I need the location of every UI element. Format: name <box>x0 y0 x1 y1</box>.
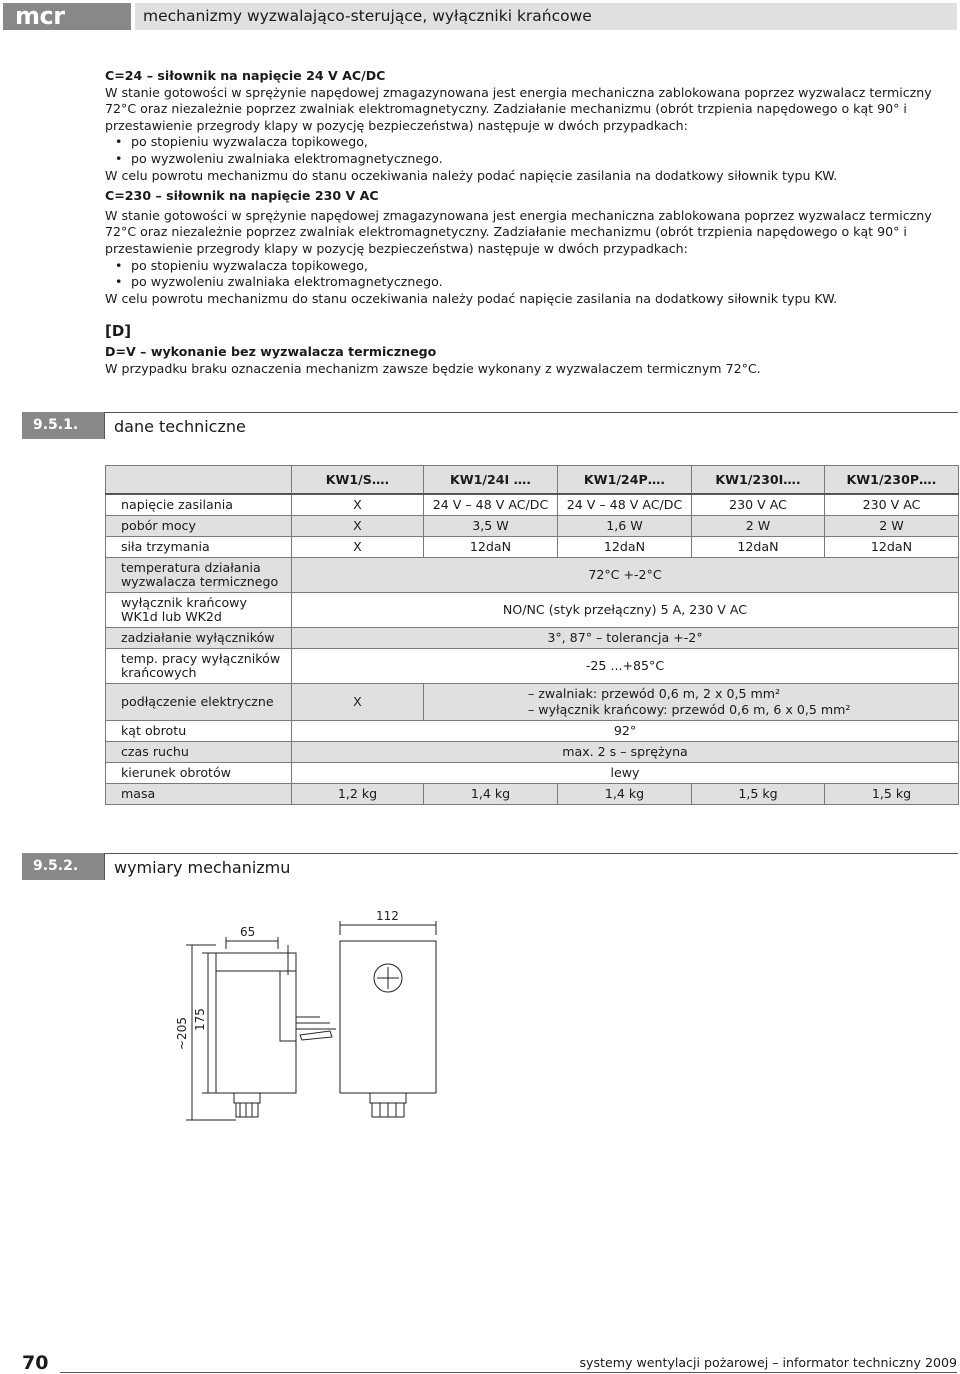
brand-logo: mcr <box>3 3 131 30</box>
section-number: 9.5.1. <box>22 412 104 439</box>
c230-heading: C=230 – siłownik na napięcie 230 V AC <box>105 188 379 204</box>
table-cell <box>424 684 959 721</box>
table-cell: 92° <box>292 721 959 742</box>
table-cell: X <box>292 494 424 516</box>
table-cell: 230 V AC <box>692 494 825 516</box>
section-title: wymiary mechanizmu <box>104 853 958 880</box>
table-cell: NO/NC (styk przełączny) 5 A, 230 V AC <box>292 593 959 628</box>
description-content <box>105 68 959 377</box>
header-cell: KW1/S…. <box>292 466 424 495</box>
header-cell: KW1/24I …. <box>424 466 558 495</box>
list-item: • po stopieniu wyzwalacza topikowego, <box>105 258 959 275</box>
table-cell: 1,4 kg <box>558 784 692 805</box>
table-cell: 72°C +-2°C <box>292 558 959 593</box>
table-cell: 3°, 87° – tolerancja +-2° <box>292 628 959 649</box>
table-row <box>106 537 959 558</box>
c24-closing: W celu powrotu mechanizmu do stanu oczekiwania należy podać napięcie zasilania na dodatkowy siłownik typu KW. <box>105 167 838 183</box>
mechanism-drawing-svg <box>160 905 450 1135</box>
header-cell: KW1/230P…. <box>825 466 959 495</box>
table-cell: X <box>292 516 424 537</box>
table-row <box>106 763 959 784</box>
dim-205-label: ~205 <box>175 1017 189 1050</box>
table-cell: X <box>292 684 424 721</box>
table-cell: 24 V – 48 V AC/DC <box>424 494 558 516</box>
c24-paragraph: W stanie gotowości w sprężynie napędowej zmagazynowana jest energia mechaniczna zablokowana poprzez wyzwalacz termiczny 72°C oraz niezależnie poprzez zwalniak elektromagnetyczny. Zadziałanie mechanizmu (obrót trzpienia napędowego o kąt 90° i przestawienie przegrody klapy w pozycję bezpieczeństwa) następuje w dwóch przypadkach: <box>105 84 932 133</box>
d-text: W przypadku braku oznaczenia mechanizm zawsze będzie wykonany z wyzwalaczem termicznym 72°C. <box>105 360 761 376</box>
c230-bullet-list <box>105 258 959 291</box>
table-cell: max. 2 s – sprężyna <box>292 742 959 763</box>
d-heading: D=V – wykonanie bez wyzwalacza termicznego <box>105 343 437 359</box>
table-cell: 230 V AC <box>825 494 959 516</box>
row-label: napięcie zasilania <box>106 494 292 516</box>
connection-list <box>430 686 952 718</box>
table-row <box>106 684 959 721</box>
table-row <box>106 516 959 537</box>
header-cell: KW1/24P…. <box>558 466 692 495</box>
table-cell: 1,6 W <box>558 516 692 537</box>
page-header <box>3 3 957 30</box>
table-row <box>106 628 959 649</box>
table-row <box>106 649 959 684</box>
list-item: • po stopieniu wyzwalacza topikowego, <box>105 134 959 151</box>
row-label: kierunek obrotów <box>106 763 292 784</box>
row-label: masa <box>106 784 292 805</box>
row-label: pobór mocy <box>106 516 292 537</box>
table-cell: 3,5 W <box>424 516 558 537</box>
table-cell: lewy <box>292 763 959 784</box>
list-item: – wyłącznik krańcowy: przewód 0,6 m, 6 x 0,5 mm² <box>528 702 851 717</box>
table-row <box>106 558 959 593</box>
dim-175-label: 175 <box>193 1008 207 1031</box>
list-item: • po wyzwoleniu zwalniaka elektromagnetycznego. <box>105 274 959 291</box>
list-item: • po wyzwoleniu zwalniaka elektromagnetycznego. <box>105 151 959 168</box>
table-row <box>106 494 959 516</box>
row-label: kąt obrotu <box>106 721 292 742</box>
footer-divider <box>60 1372 957 1373</box>
c230-paragraph: W stanie gotowości w sprężynie napędowej zmagazynowana jest energia mechaniczna zablokowana poprzez wyzwalacz termiczny 72°C oraz niezależnie poprzez zwalniak elektromagnetyczny. Zadziałanie mechanizmu (obrót trzpienia napędowego o kąt 90° i przestawienie przegrody klapy w pozycję bezpieczeństwa) następuje w dwóch przypadkach: <box>105 207 932 256</box>
row-label: czas ruchu <box>106 742 292 763</box>
table-cell: 12daN <box>424 537 558 558</box>
c24-bullet-list <box>105 134 959 167</box>
table-header-row <box>106 466 959 495</box>
tech-data-table <box>105 465 959 805</box>
table-cell: 12daN <box>558 537 692 558</box>
table-cell: 12daN <box>692 537 825 558</box>
list-item: – zwalniak: przewód 0,6 m, 2 x 0,5 mm² <box>528 686 781 701</box>
c24-heading: C=24 – siłownik na napięcie 24 V AC/DC <box>105 68 386 83</box>
section-number: 9.5.2. <box>22 853 104 880</box>
section-header-dimensions <box>22 853 958 880</box>
row-label: temperatura działania wyzwalacza termicznego <box>106 558 292 593</box>
table-cell: 1,2 kg <box>292 784 424 805</box>
table-row <box>106 784 959 805</box>
table-row <box>106 593 959 628</box>
row-label: wyłącznik krańcowy WK1d lub WK2d <box>106 593 292 628</box>
row-label: zadziałanie wyłączników <box>106 628 292 649</box>
table-cell: 1,4 kg <box>424 784 558 805</box>
table-cell: 1,5 kg <box>692 784 825 805</box>
table-row <box>106 742 959 763</box>
table-cell: -25 ...+85°C <box>292 649 959 684</box>
row-label: podłączenie elektryczne <box>106 684 292 721</box>
header-cell: KW1/230I…. <box>692 466 825 495</box>
table-cell: 2 W <box>825 516 959 537</box>
footer-text: systemy wentylacji pożarowej – informator techniczny 2009 <box>579 1355 957 1370</box>
table-cell: X <box>292 537 424 558</box>
table-cell: 12daN <box>825 537 959 558</box>
table-row <box>106 721 959 742</box>
row-label: siła trzymania <box>106 537 292 558</box>
row-label: temp. pracy wyłączników krańcowych <box>106 649 292 684</box>
c230-closing: W celu powrotu mechanizmu do stanu oczekiwania należy podać napięcie zasilania na dodatkowy siłownik typu KW. <box>105 290 838 306</box>
table-cell: 24 V – 48 V AC/DC <box>558 494 692 516</box>
page-number: 70 <box>22 1352 49 1374</box>
section-header-tech-data <box>22 412 958 439</box>
section-title: dane techniczne <box>104 412 958 439</box>
table-cell: 2 W <box>692 516 825 537</box>
dim-112-label: 112 <box>376 909 399 923</box>
table-cell: 1,5 kg <box>825 784 959 805</box>
header-title: mechanizmy wyzwalająco-sterujące, wyłączniki krańcowe <box>135 3 957 30</box>
header-empty-cell <box>106 466 292 495</box>
dimension-drawing <box>160 905 450 1135</box>
dim-65-label: 65 <box>240 925 256 939</box>
d-bracket-label: [D] <box>105 322 132 341</box>
